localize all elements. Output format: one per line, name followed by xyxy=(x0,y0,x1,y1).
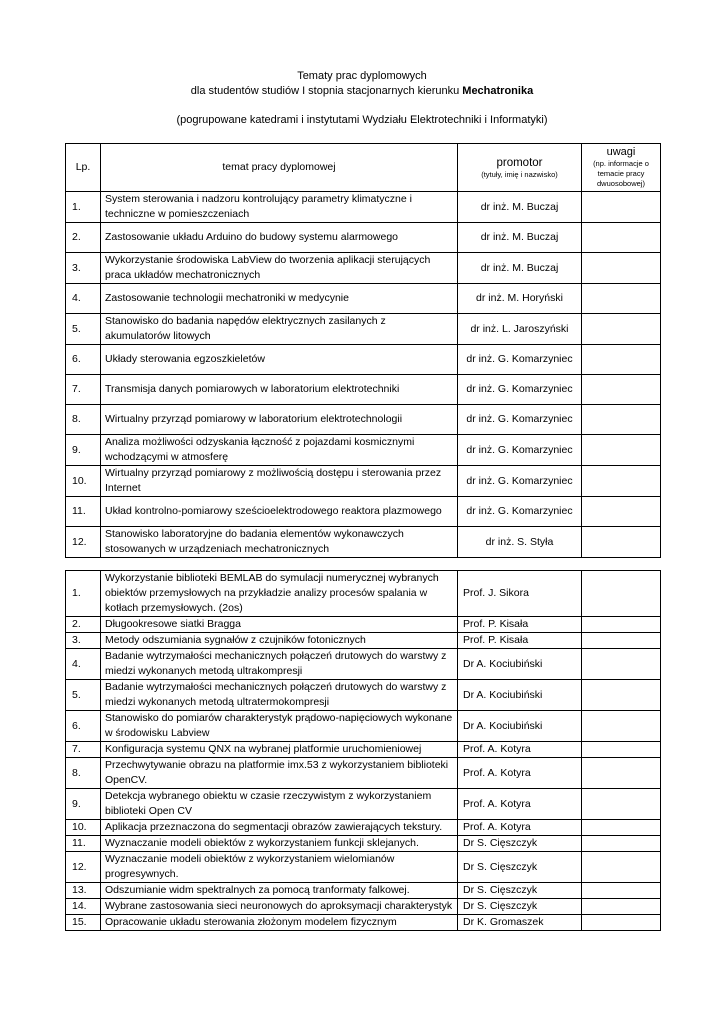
remarks xyxy=(582,435,661,466)
thesis-title: Stanowisko do pomiarów charakterystyk prądowo-napięciowych wykonane w środowisku Labview xyxy=(101,711,458,742)
thesis-title: Wyznaczanie modeli obiektów z wykorzystaniem wielomianów progresywnych. xyxy=(101,852,458,883)
supervisor: Dr A. Kociubiński xyxy=(458,711,582,742)
supervisor: dr inż. M. Horyński xyxy=(458,284,582,314)
table-row xyxy=(66,405,661,435)
table-row xyxy=(66,915,661,931)
remarks xyxy=(582,758,661,789)
supervisor: dr inż. M. Buczaj xyxy=(458,253,582,284)
table-row xyxy=(66,345,661,375)
col-header-title: temat pracy dyplomowej xyxy=(101,144,458,192)
thesis-title: Wirtualny przyrząd pomiarowy z możliwością dostępu i sterowania przez Internet xyxy=(101,466,458,497)
document-subtitle xyxy=(0,84,724,98)
table-row xyxy=(66,571,661,617)
thesis-title: Wybrane zastosowania sieci neuronowych do aproksymacji charakterystyk xyxy=(101,899,458,915)
thesis-title: Zastosowanie technologii mechatroniki w medycynie xyxy=(101,284,458,314)
supervisor: Prof. P. Kisała xyxy=(458,633,582,649)
thesis-title: Badanie wytrzymałości mechanicznych połączeń drutowych do warstwy z miedzi wykonanych metodą ultratermokompresji xyxy=(101,680,458,711)
thesis-title: Opracowanie układu sterowania złożonym modelem fizycznym xyxy=(101,915,458,931)
row-number: 11. xyxy=(66,836,101,852)
col-header-uwagi xyxy=(582,144,661,192)
field-of-study: Mechatronika xyxy=(462,85,534,97)
remarks xyxy=(582,375,661,405)
remarks xyxy=(582,571,661,617)
thesis-title: Transmisja danych pomiarowych w laboratorium elektrotechniki xyxy=(101,375,458,405)
supervisor: Dr S. Cięszczyk xyxy=(458,852,582,883)
row-number: 4. xyxy=(66,284,101,314)
remarks xyxy=(582,466,661,497)
remarks xyxy=(582,497,661,527)
table-row xyxy=(66,711,661,742)
table-row xyxy=(66,836,661,852)
row-number: 14. xyxy=(66,899,101,915)
remarks xyxy=(582,711,661,742)
thesis-title: Długookresowe siatki Bragga xyxy=(101,617,458,633)
row-number: 9. xyxy=(66,435,101,466)
row-number: 2. xyxy=(66,223,101,253)
document-title: Tematy prac dyplomowych xyxy=(297,70,427,82)
remarks xyxy=(582,633,661,649)
theses-table-1 xyxy=(65,143,661,558)
supervisor: dr inż. G. Komarzyniec xyxy=(458,345,582,375)
row-number: 9. xyxy=(66,789,101,820)
row-number: 5. xyxy=(66,680,101,711)
table-row xyxy=(66,253,661,284)
thesis-title: Stanowisko laboratoryjne do badania elementów wykonawczych stosowanych w urządzeniach mechatronicznych xyxy=(101,527,458,558)
supervisor: dr inż. G. Komarzyniec xyxy=(458,375,582,405)
table-row xyxy=(66,192,661,223)
thesis-title: Konfiguracja systemu QNX na wybranej platformie uruchomieniowej xyxy=(101,742,458,758)
thesis-title: Wyznaczanie modeli obiektów z wykorzystaniem funkcji sklejanych. xyxy=(101,836,458,852)
supervisor: dr inż. G. Komarzyniec xyxy=(458,435,582,466)
row-number: 6. xyxy=(66,345,101,375)
thesis-title: Wykorzystanie środowiska LabView do tworzenia aplikacji sterujących praca układów mechatronicznych xyxy=(101,253,458,284)
supervisor: dr inż. L. Jaroszyński xyxy=(458,314,582,345)
thesis-title: Układ kontrolno-pomiarowy sześcioelektrodowego reaktora plazmowego xyxy=(101,497,458,527)
table-row xyxy=(66,680,661,711)
table-row xyxy=(66,435,661,466)
subtitle-text: dla studentów studiów I stopnia stacjonarnych kierunku xyxy=(190,85,463,97)
supervisor: Dr K. Gromaszek xyxy=(458,915,582,931)
table-row xyxy=(66,375,661,405)
table-row xyxy=(66,789,661,820)
uwagi-note: (np. informacje o temacie pracy dwuosobowej) xyxy=(593,159,649,188)
table-row xyxy=(66,742,661,758)
thesis-title: System sterowania i nadzoru kontrolujący parametry klimatyczne i techniczne w pomieszczeniach xyxy=(101,192,458,223)
remarks xyxy=(582,223,661,253)
table-row xyxy=(66,758,661,789)
remarks xyxy=(582,742,661,758)
supervisor: Dr S. Cięszczyk xyxy=(458,836,582,852)
supervisor: dr inż. M. Buczaj xyxy=(458,223,582,253)
supervisor: dr inż. G. Komarzyniec xyxy=(458,497,582,527)
remarks xyxy=(582,649,661,680)
supervisor: Dr S. Cięszczyk xyxy=(458,883,582,899)
remarks xyxy=(582,915,661,931)
row-number: 2. xyxy=(66,617,101,633)
uwagi-label: uwagi xyxy=(606,146,636,158)
row-number: 1. xyxy=(66,571,101,617)
table-row xyxy=(66,899,661,915)
supervisor: Prof. A. Kotyra xyxy=(458,758,582,789)
row-number: 13. xyxy=(66,883,101,899)
supervisor: dr inż. M. Buczaj xyxy=(458,192,582,223)
row-number: 15. xyxy=(66,915,101,931)
supervisor: Prof. A. Kotyra xyxy=(458,742,582,758)
thesis-title: Stanowisko do badania napędów elektrycznych zasilanych z akumulatorów litowych xyxy=(101,314,458,345)
thesis-title: Zastosowanie układu Arduino do budowy systemu alarmowego xyxy=(101,223,458,253)
remarks xyxy=(582,680,661,711)
table-row xyxy=(66,497,661,527)
remarks xyxy=(582,836,661,852)
row-number: 10. xyxy=(66,820,101,836)
remarks xyxy=(582,617,661,633)
supervisor: Prof. J. Sikora xyxy=(458,571,582,617)
remarks xyxy=(582,883,661,899)
supervisor: dr inż. G. Komarzyniec xyxy=(458,466,582,497)
thesis-title: Metody odszumiania sygnałów z czujników fotonicznych xyxy=(101,633,458,649)
row-number: 3. xyxy=(66,633,101,649)
remarks xyxy=(582,405,661,435)
table-row xyxy=(66,633,661,649)
remarks xyxy=(582,253,661,284)
row-number: 12. xyxy=(66,852,101,883)
document-note: (pogrupowane katedrami i instytutami Wydziału Elektrotechniki i Informatyki) xyxy=(176,114,548,126)
thesis-title: Układy sterowania egzoszkieletów xyxy=(101,345,458,375)
remarks xyxy=(582,852,661,883)
row-number: 4. xyxy=(66,649,101,680)
row-number: 7. xyxy=(66,375,101,405)
row-number: 12. xyxy=(66,527,101,558)
supervisor: dr inż. G. Komarzyniec xyxy=(458,405,582,435)
row-number: 7. xyxy=(66,742,101,758)
remarks xyxy=(582,789,661,820)
table-row xyxy=(66,852,661,883)
supervisor: Dr A. Kociubiński xyxy=(458,649,582,680)
row-number: 11. xyxy=(66,497,101,527)
remarks xyxy=(582,284,661,314)
row-number: 3. xyxy=(66,253,101,284)
remarks xyxy=(582,345,661,375)
remarks xyxy=(582,314,661,345)
table-row xyxy=(66,466,661,497)
row-number: 5. xyxy=(66,314,101,345)
row-number: 10. xyxy=(66,466,101,497)
row-number: 8. xyxy=(66,405,101,435)
remarks xyxy=(582,899,661,915)
remarks xyxy=(582,527,661,558)
table-row xyxy=(66,284,661,314)
supervisor: dr inż. S. Styła xyxy=(458,527,582,558)
table-row xyxy=(66,820,661,836)
thesis-title: Detekcja wybranego obiektu w czasie rzeczywistym z wykorzystaniem biblioteki Open CV xyxy=(101,789,458,820)
table-row xyxy=(66,314,661,345)
thesis-title: Przechwytywanie obrazu na platformie imx.53 z wykorzystaniem biblioteki OpenCV. xyxy=(101,758,458,789)
supervisor: Prof. P. Kisała xyxy=(458,617,582,633)
remarks xyxy=(582,820,661,836)
col-header-promotor xyxy=(458,144,582,192)
thesis-title: Aplikacja przeznaczona do segmentacji obrazów zawierających tekstury. xyxy=(101,820,458,836)
supervisor: Prof. A. Kotyra xyxy=(458,820,582,836)
supervisor: Prof. A. Kotyra xyxy=(458,789,582,820)
thesis-title: Badanie wytrzymałości mechanicznych połączeń drutowych do warstwy z miedzi wykonanych metodą ultrakompresji xyxy=(101,649,458,680)
thesis-title: Wykorzystanie biblioteki BEMLAB do symulacji numerycznej wybranych obiektów przemysłowych na przykładzie analizy procesów spalania w kotłach przemysłowych. (2os) xyxy=(101,571,458,617)
table-row xyxy=(66,617,661,633)
theses-table-2 xyxy=(65,570,661,931)
table-row xyxy=(66,883,661,899)
col-header-lp: Lp. xyxy=(66,144,101,192)
supervisor: Dr A. Kociubiński xyxy=(458,680,582,711)
row-number: 1. xyxy=(66,192,101,223)
table-row xyxy=(66,649,661,680)
supervisor: Dr S. Cięszczyk xyxy=(458,899,582,915)
table-row xyxy=(66,223,661,253)
remarks xyxy=(582,192,661,223)
promotor-label: promotor xyxy=(496,156,543,169)
thesis-title: Odszumianie widm spektralnych za pomocą tranformaty falkowej. xyxy=(101,883,458,899)
thesis-title: Analiza możliwości odzyskania łączność z pojazdami kosmicznymi wchodzącymi w atmosferę xyxy=(101,435,458,466)
table-row xyxy=(66,527,661,558)
promotor-note: (tytuły, imię i nazwisko) xyxy=(481,169,558,179)
thesis-title: Wirtualny przyrząd pomiarowy w laboratorium elektrotechnologii xyxy=(101,405,458,435)
table-header-row xyxy=(66,144,661,192)
row-number: 6. xyxy=(66,711,101,742)
row-number: 8. xyxy=(66,758,101,789)
